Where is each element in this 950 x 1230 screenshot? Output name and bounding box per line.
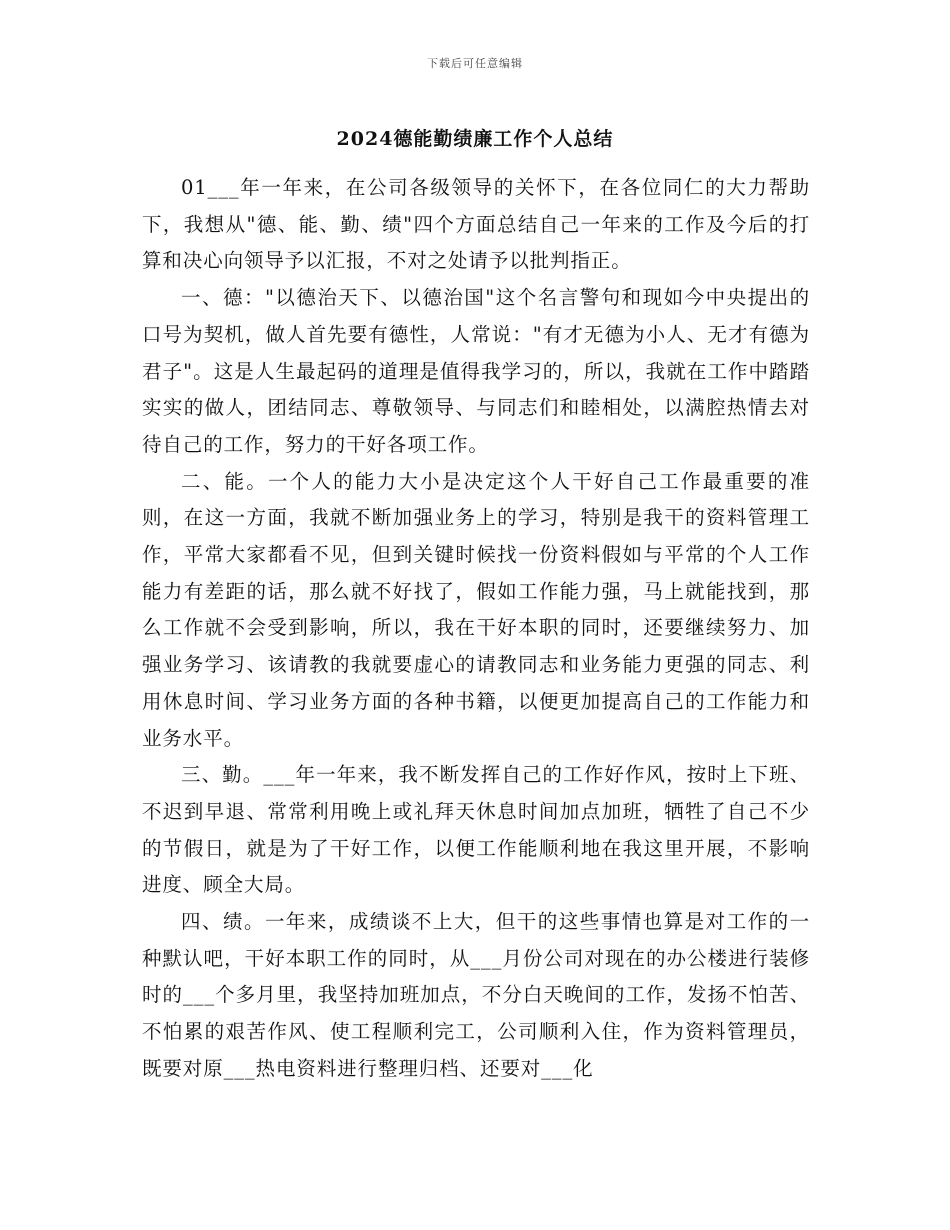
paragraph-neng: 二、能。一个人的能力大小是决定这个人干好自己工作最重要的准则，在这一方面，我就不断加强业务上的学习，特别是我干的资料管理工作，平常大家都看不见，但到关键时候找一份资料假如与平常的个人工作能力有差距的话，那么就不好找了，假如工作能力强，马上就能找到，那么工作就不会受到影响，所以，我在干好本职的同时，还要继续努力、加强业务学习、该请教的我就要虚心的请教同志和业务能力更强的同志、利用休息时间、学习业务方面的各种书籍，以便更加提高自己的工作能力和业务水平。 xyxy=(142,469,810,750)
paragraph-ji: 四、绩。一年来，成绩谈不上大，但干的这些事情也算是对工作的一种默认吧，干好本职工作的同时，从___月份公司对现在的办公楼进行装修时的___个多月里，我坚持加班加点，不分白天晚间的工作，发扬不怕苦、不怕累的艰苦作风、使工程顺利完工，公司顺利入住，作为资料管理员，既要对原___热电资料进行整理归档、还要对___化 xyxy=(142,910,810,1080)
paragraph-intro: 01___年一年来，在公司各级领导的关怀下，在各位同仁的大力帮助下，我想从"德、能、勤、绩"四个方面总结自己一年来的工作及今后的打算和决心向领导予以汇报，不对之处请予以批判指正。 xyxy=(142,176,810,273)
download-note: 下载后可任意编辑 xyxy=(427,57,523,70)
document-title: 2024德能勤绩廉工作个人总结 xyxy=(336,128,614,150)
paragraph-qin: 三、勤。___年一年来，我不断发挥自己的工作好作风，按时上下班、不迟到早退、常常利用晚上或礼拜天休息时间加点加班，牺牲了自己不少的节假日，就是为了干好工作，以便工作能顺利地在我这里开展，不影响进度、顾全大局。 xyxy=(142,763,810,897)
document-body xyxy=(142,170,810,1088)
paragraph-de: 一、德："以德治天下、以德治国"这个名言警句和现如今中央提出的口号为契机，做人首先要有德性，人常说："有才无德为小人、无才有德为君子"。这是人生最起码的道理是值得我学习的，所以，我就在工作中踏踏实实的做人，团结同志、尊敬领导、与同志们和睦相处，以满腔热情去对待自己的工作，努力的干好各项工作。 xyxy=(142,286,810,456)
